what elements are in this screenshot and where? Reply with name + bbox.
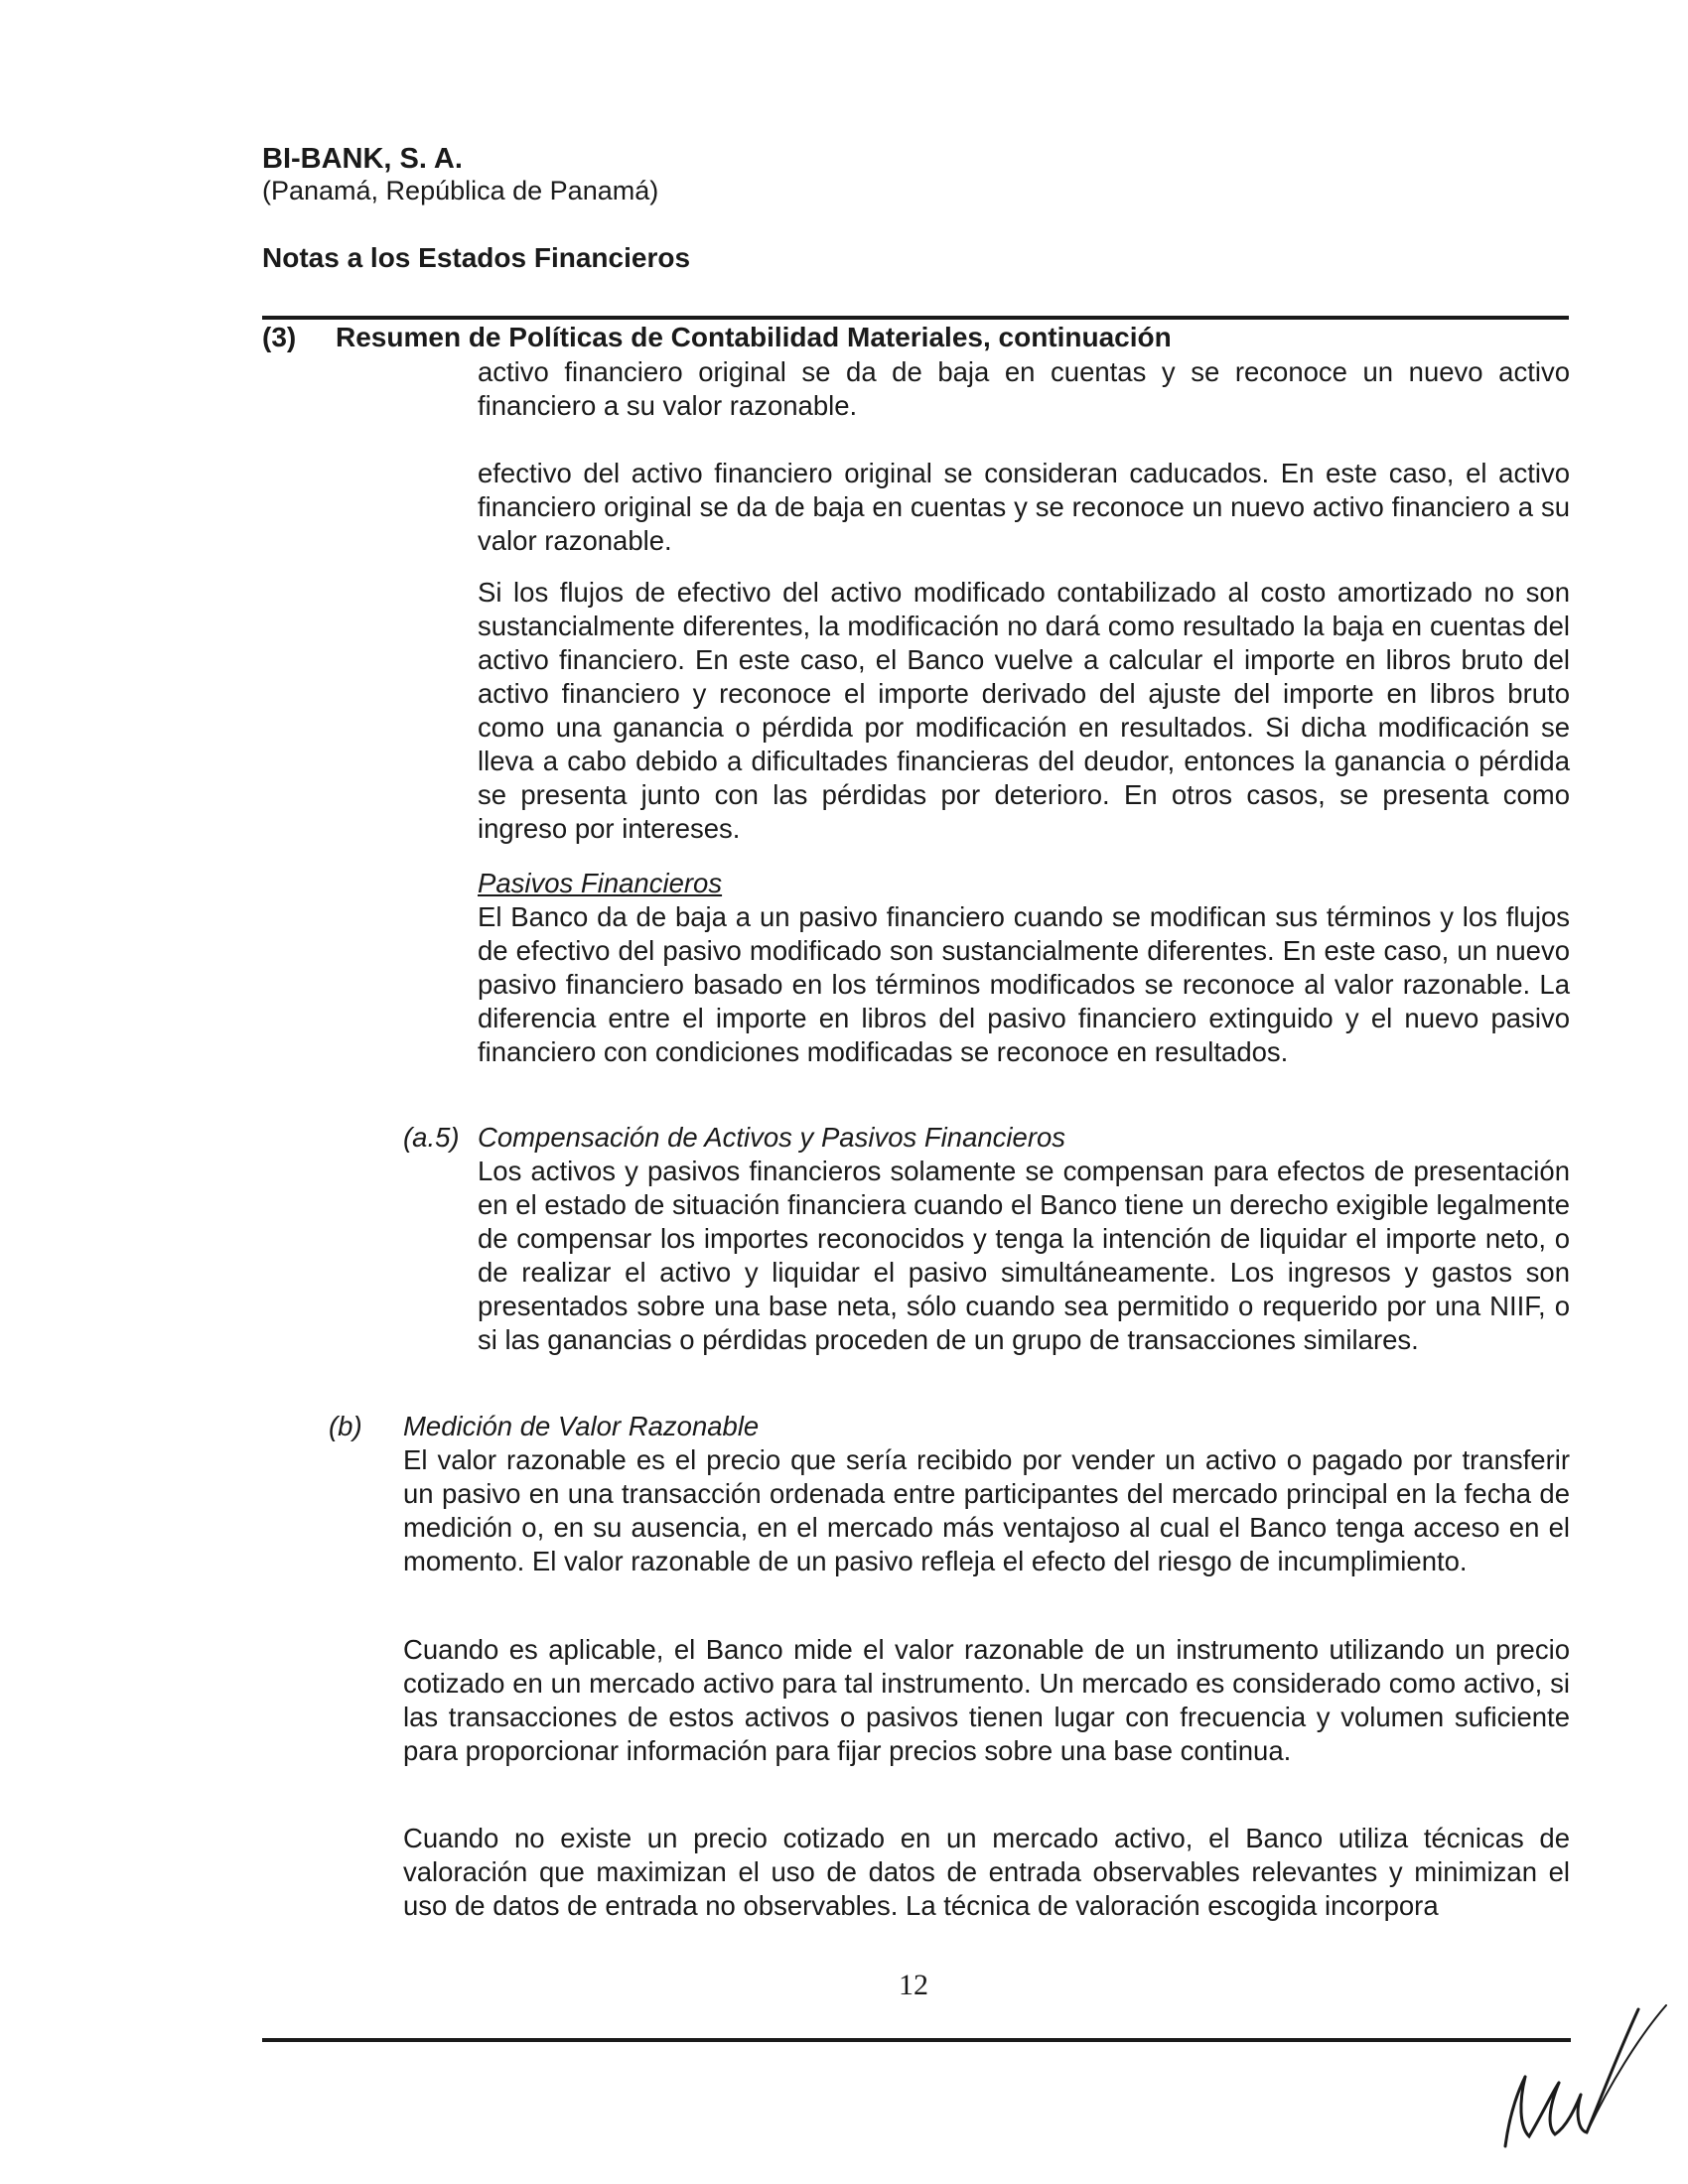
- item-label-b: (b): [329, 1411, 362, 1441]
- company-location: (Panamá, República de Panamá): [262, 176, 659, 205]
- page-number: 12: [899, 1969, 928, 2001]
- company-name: BI-BANK, S. A.: [262, 143, 463, 175]
- header-divider: [262, 316, 1569, 320]
- initials-signature: [1489, 1997, 1668, 2156]
- section-heading: Resumen de Políticas de Contabilidad Materiales, continuación: [336, 322, 1172, 352]
- paragraph-tecnicas-valoracion: Cuando no existe un precio cotizado en un mercado activo, el Banco utiliza técnicas de valoración que maximizan el uso de datos de entrada observables relevantes y minimizan el uso de datos de entrada no observables. La técnica de valoración escogida incorpora: [403, 1823, 1570, 1921]
- subheading-valor-razonable: Medición de Valor Razonable: [403, 1411, 760, 1441]
- paragraph-valor-razonable: El valor razonable es el precio que sería recibido por vender un activo o pagado por transferir un pasivo en una transacción ordenada entre participantes del mercado principal en la fecha de medición o, en su ausencia, en el mercado más ventajoso al cual el Banco tenga acceso en el momento. El valor razonable de un pasivo refleja el efecto del riesgo de incumplimiento.: [403, 1444, 1570, 1576]
- paragraph-caducados: efectivo del activo financiero original se consideran caducados. En este caso, el activo financiero original se da de baja en cuentas y se reconoce un nuevo activo financiero a su valor razonable.: [478, 458, 1570, 556]
- document-title: Notas a los Estados Financieros: [262, 242, 691, 273]
- subheading-compensacion: Compensación de Activos y Pasivos Financieros: [478, 1122, 1066, 1153]
- section-number: (3): [262, 322, 297, 352]
- paragraph-compensacion: Los activos y pasivos financieros solamente se compensan para efectos de presentación en el estado de situación financiera cuando el Banco tiene un derecho exigible legalmente de compensar los importes reconocidos y tenga la intención de liquidar el importe neto, o de realizar el activo y liquidar el pasivo simultáneamente. Los ingresos y gastos son presentados sobre una base neta, sólo cuando sea permitido o requerido por una NIIF, o si las ganancias o pérdidas proceden de un grupo de transacciones similares.: [478, 1156, 1570, 1355]
- paragraph-modificacion: Si los flujos de efectivo del activo modificado contabilizado al costo amortizado no son sustancialmente diferentes, la modificación no dará como resultado la baja en cuentas del activo financiero. En este caso, el Banco vuelve a calcular el importe en libros bruto del activo financiero y reconoce el importe derivado del ajuste del importe en libros bruto como una ganancia o pérdida por modificación en resultados. Si dicha modificación se lleva a cabo debido a dificultades financieras del deudor, entonces la ganancia o pérdida se presenta junto con las pérdidas por deterioro. En otros casos, se presenta como ingreso por intereses.: [478, 577, 1570, 844]
- paragraph-pasivos-financieros: El Banco da de baja a un pasivo financiero cuando se modifican sus términos y los flujos de efectivo del pasivo modificado son sustancialmente diferentes. En este caso, un nuevo pasivo financiero basado en los términos modificados se reconoce al valor razonable. La diferencia entre el importe en libros del pasivo financiero extinguido y el nuevo pasivo financiero con condiciones modificadas se reconoce en resultados.: [478, 901, 1570, 1067]
- footer-divider: [262, 2038, 1571, 2042]
- paragraph-mercado-activo: Cuando es aplicable, el Banco mide el valor razonable de un instrumento utilizando un precio cotizado en un mercado activo para tal instrumento. Un mercado es considerado como activo, si las transacciones de estos activos o pasivos tienen lugar con frecuencia y volumen suficiente para proporcionar información para fijar precios sobre una base continua.: [403, 1634, 1570, 1766]
- subheading-pasivos-financieros: Pasivos Financieros: [478, 868, 723, 898]
- item-label-a5: (a.5): [403, 1122, 460, 1153]
- paragraph-continuation: activo financiero original se da de baja en cuentas y se reconoce un nuevo activo financiero a su valor razonable.: [478, 356, 1570, 421]
